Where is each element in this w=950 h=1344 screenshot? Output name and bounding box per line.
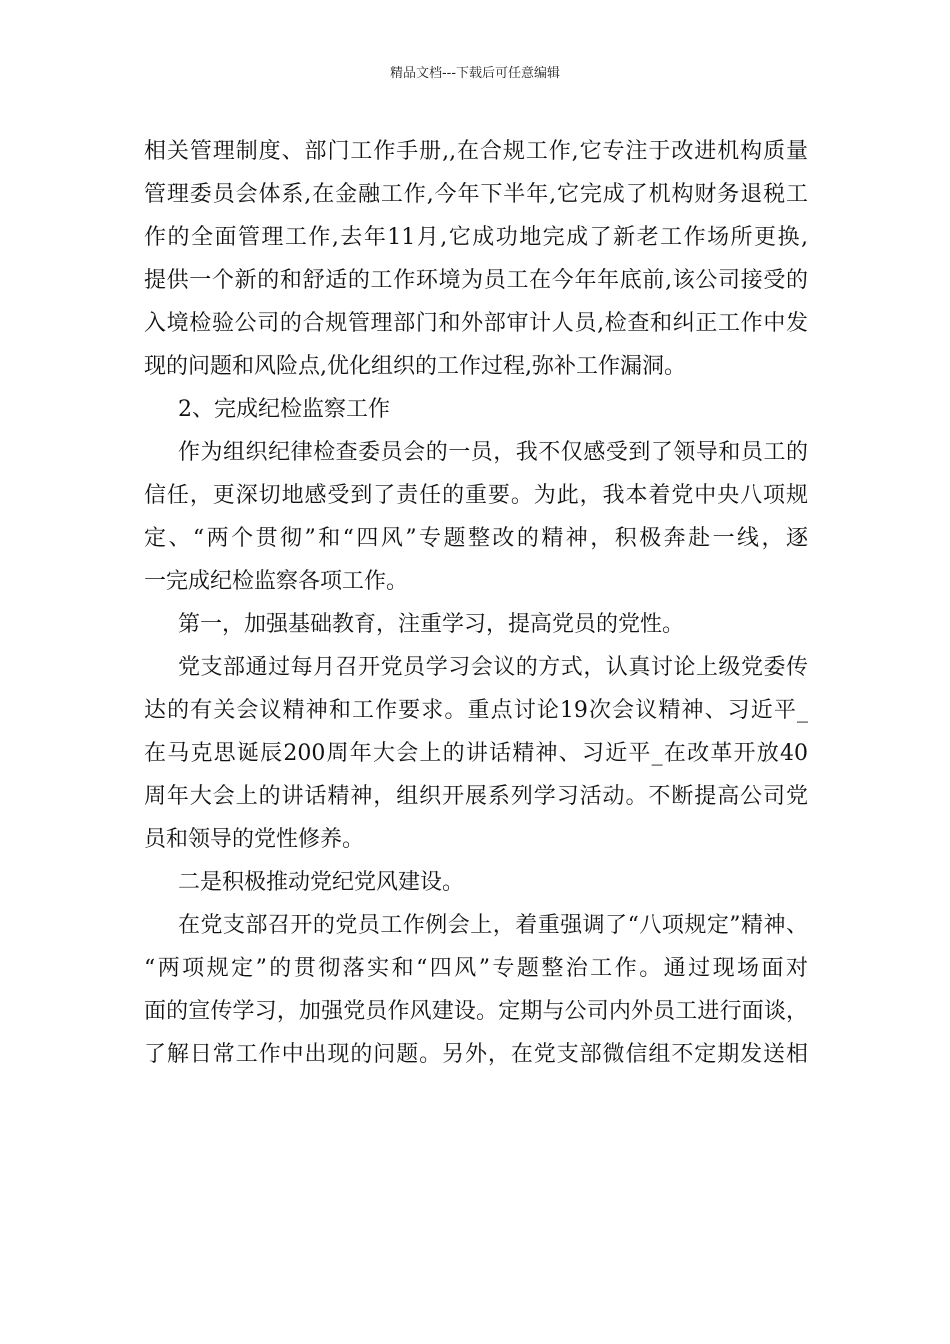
paragraph <box>144 130 808 388</box>
document-body <box>144 130 808 1076</box>
text-line: 第一，加强基础教育，注重学习，提高党员的党性。 <box>178 612 685 637</box>
paragraph <box>144 603 808 646</box>
text-line: 达的有关会议精神和工作要求。重点讨论19次会议精神、习近平_ <box>144 698 808 723</box>
text-line: 定、“两个贯彻”和“四风”专题整改的精神，积极奔赴一线，逐 <box>144 526 808 551</box>
text-line: 周年大会上的讲话精神，组织开展系列学习活动。不断提高公司党 <box>144 784 808 809</box>
text-line: 信任，更深切地感受到了责任的重要。为此，我本着党中央八项规 <box>144 483 808 508</box>
text-line: 入境检验公司的合规管理部门和外部审计人员,检查和纠正工作中发 <box>144 311 808 336</box>
text-line: 相关管理制度、部门工作手册,,在合规工作,它专注于改进机构质量 <box>144 139 808 164</box>
paragraph <box>144 431 808 603</box>
text-line: 作为组织纪律检查委员会的一员，我不仅感受到了领导和员工的 <box>178 440 808 465</box>
paragraph <box>144 388 808 431</box>
text-line: 在马克思诞辰200周年大会上的讲话精神、习近平_在改革开放40 <box>144 741 808 766</box>
text-line: 管理委员会体系,在金融工作,今年下半年,它完成了机构财务退税工 <box>144 182 808 207</box>
text-line: 面的宣传学习，加强党员作风建设。定期与公司内外员工进行面谈， <box>144 999 808 1024</box>
text-line: 2、完成纪检监察工作 <box>178 397 390 422</box>
paragraph <box>144 904 808 1076</box>
text-line: 员和领导的党性修养。 <box>144 827 365 852</box>
text-line: 提供一个新的和舒适的工作环境为员工在今年年底前,该公司接受的 <box>144 268 808 293</box>
text-line: “两项规定”的贯彻落实和“四风”专题整治工作。通过现场面对 <box>144 956 808 981</box>
text-line: 二是积极推动党纪党风建设。 <box>178 870 465 895</box>
text-line: 作的全面管理工作,去年11月,它成功地完成了新老工作场所更换, <box>144 225 808 250</box>
paragraph <box>144 861 808 904</box>
text-line: 了解日常工作中出现的问题。另外，在党支部微信组不定期发送相 <box>144 1042 808 1067</box>
paragraph <box>144 646 808 861</box>
page-header: 精品文档---下载后可任意编辑 <box>389 66 561 81</box>
text-line: 党支部通过每月召开党员学习会议的方式，认真讨论上级党委传 <box>178 655 808 680</box>
text-line: 在党支部召开的党员工作例会上，着重强调了“八项规定”精神、 <box>178 913 808 938</box>
text-line: 现的问题和风险点,优化组织的工作过程,弥补工作漏洞。 <box>144 354 686 379</box>
text-line: 一完成纪检监察各项工作。 <box>144 569 409 594</box>
